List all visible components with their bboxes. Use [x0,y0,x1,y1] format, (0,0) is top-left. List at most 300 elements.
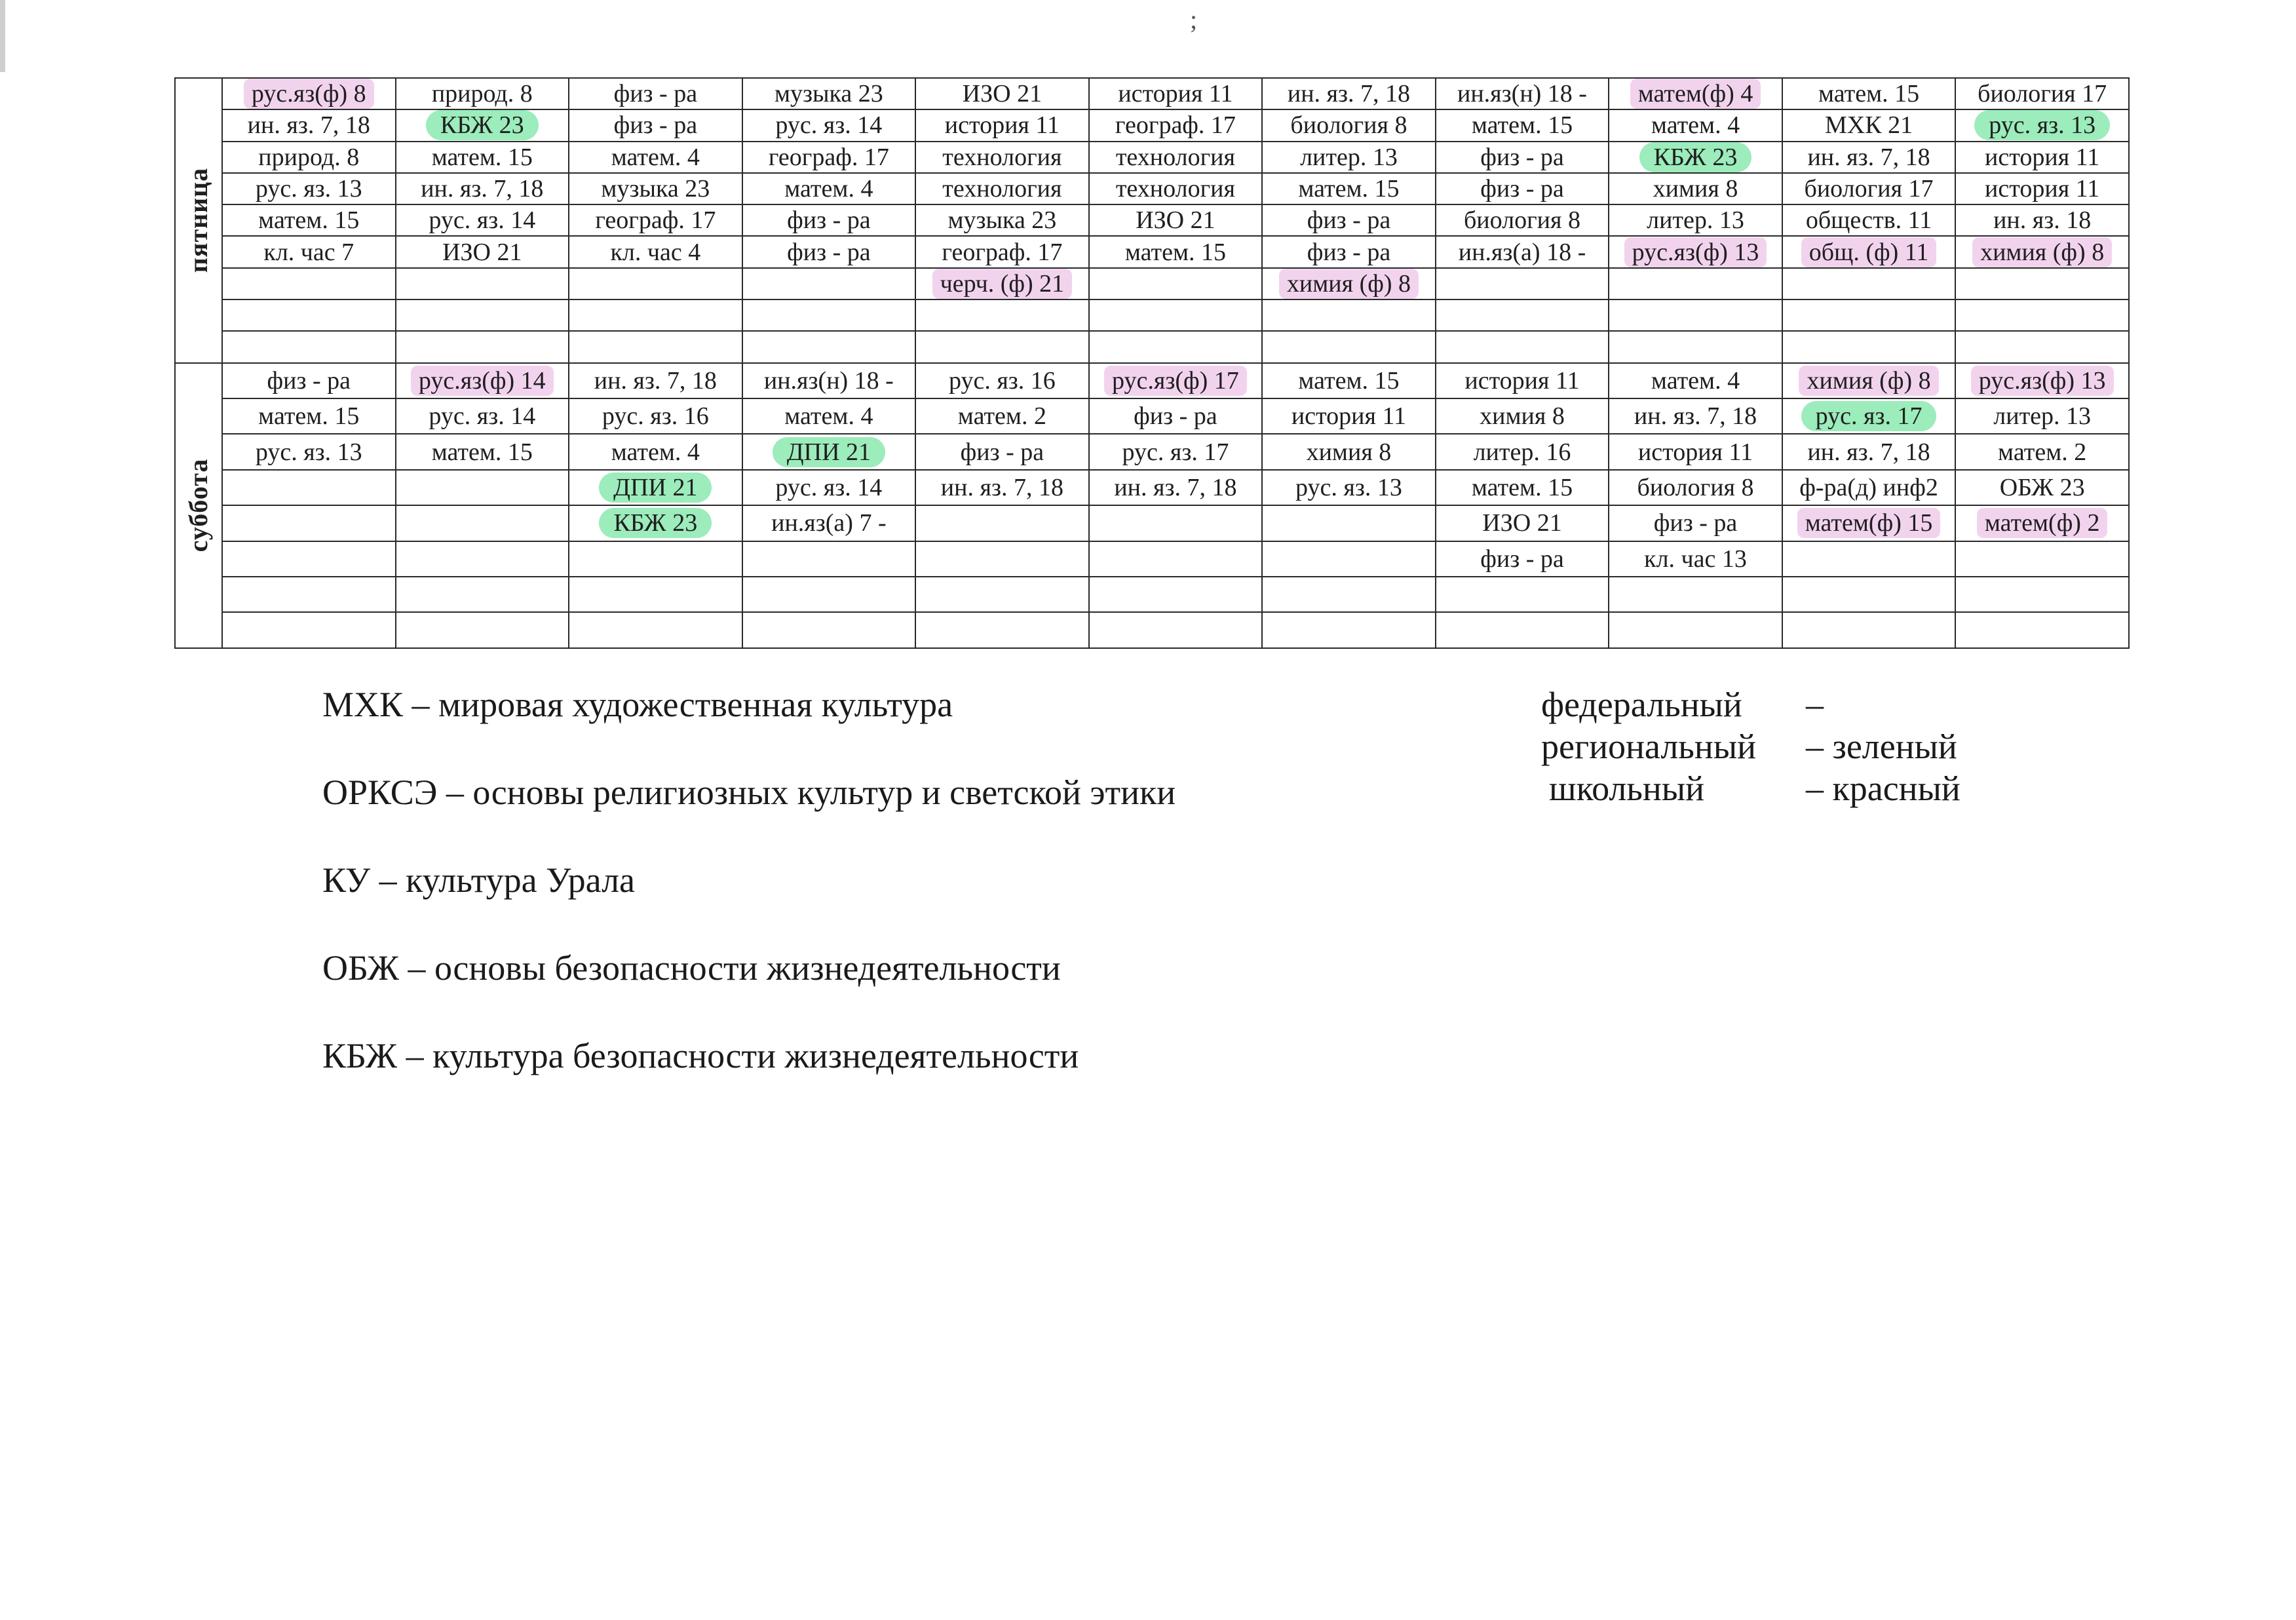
lesson-text: ин.яз(н) 18 - [763,366,894,395]
lesson-text: физ - ра [1480,143,1564,171]
lesson-cell [742,299,916,331]
saturday-lesson-row [175,612,2129,647]
friday-lesson-row [175,109,2129,141]
lesson-cell [396,505,569,541]
lesson-text: ин. яз. 7, 18 [247,111,370,140]
lesson-text: история 11 [1464,366,1580,395]
lesson-text: рус. яз. 14 [429,206,536,235]
lesson-cell [1609,470,1782,505]
lesson-cell [569,109,742,141]
lesson-cell [1262,541,1436,577]
lesson-cell [396,612,569,647]
lesson-text: биология 17 [1804,175,1934,203]
lesson-text: кл. час 13 [1644,545,1747,573]
lesson-cell [222,268,396,299]
saturday-lesson-row [175,505,2129,541]
lesson-text: кл. час 4 [610,238,701,266]
lesson-text: рус. яз. 14 [775,111,883,140]
lesson-text: биология 8 [1463,206,1580,235]
lesson-text: ин. яз. 18 [1993,206,2092,235]
lesson-text: физ - ра [267,366,351,395]
lesson-text: ОБЖ 23 [1999,474,2085,502]
lesson-text: биология 8 [1637,474,1754,502]
lesson-cell [1262,78,1436,109]
lesson-text: рус.яз(ф) 14 [411,366,554,396]
saturday-lesson-row [175,470,2129,505]
lesson-cell [1955,577,2129,612]
lesson-cell [1955,612,2129,647]
lesson-cell [1089,236,1263,267]
lesson-cell [742,173,916,204]
lesson-cell [1262,173,1436,204]
lesson-text: матем(ф) 4 [1630,79,1761,109]
lesson-cell [1609,173,1782,204]
lesson-cell [1782,268,1956,299]
lesson-cell [569,398,742,434]
lesson-cell [1782,109,1956,141]
friday-lesson-row [175,204,2129,236]
lesson-cell [1609,363,1782,398]
lesson-cell [1782,470,1956,505]
abbr-ku: КУ – культура Урала [322,860,635,900]
lesson-text: химия (ф) 8 [1279,269,1419,299]
lesson-text: кл. час 7 [263,238,354,266]
lesson-cell [742,612,916,647]
lesson-text: история 11 [1118,80,1233,108]
lesson-cell [222,470,396,505]
lesson-cell [1782,142,1956,173]
lesson-text: ф-ра(д) инф2 [1799,474,1938,502]
lesson-cell [1089,434,1263,469]
lesson-text: ин. яз. 7, 18 [1807,438,1930,466]
lesson-text: физ - ра [613,80,698,108]
lesson-cell [1436,363,1609,398]
color-key-school-level: школьный [1549,769,1705,808]
lesson-cell [1955,236,2129,267]
friday-day-label [175,78,222,363]
lesson-cell [1262,331,1436,362]
lesson-cell [915,398,1089,434]
lesson-text: биология 17 [1978,80,2107,108]
lesson-cell [1782,173,1956,204]
lesson-text: рус. яз. 13 [1974,110,2110,140]
lesson-text: КБЖ 23 [1639,142,1752,172]
lesson-text: ИЗО 21 [442,238,522,266]
lesson-cell [1436,434,1609,469]
lesson-cell [1436,398,1609,434]
lesson-text: рус. яз. 13 [1295,474,1402,502]
lesson-text: матем. 4 [1651,111,1740,140]
color-key-federal-color: – [1806,685,1824,724]
lesson-cell [1782,204,1956,236]
color-key-federal-level: федеральный [1541,685,1742,724]
friday-lesson-row [175,299,2129,331]
lesson-cell [1609,612,1782,647]
lesson-cell [1782,236,1956,267]
lesson-cell [1089,541,1263,577]
lesson-cell [1782,434,1956,469]
lesson-cell [1089,109,1263,141]
lesson-text: ДПИ 21 [599,473,712,503]
lesson-text: ИЗО 21 [962,80,1043,108]
lesson-cell [1089,142,1263,173]
lesson-cell [1955,363,2129,398]
lesson-cell [1955,204,2129,236]
lesson-text: технология [1115,143,1235,171]
lesson-cell [222,612,396,647]
lesson-cell [1955,78,2129,109]
lesson-cell [1609,398,1782,434]
lesson-cell [222,363,396,398]
abbr-obzh: ОБЖ – основы безопасности жизнедеятельности [322,948,1061,988]
lesson-text: рус. яз. 13 [255,438,362,466]
lesson-text: матем. 4 [611,143,700,171]
lesson-cell [569,173,742,204]
lesson-cell [915,541,1089,577]
lesson-cell [1955,142,2129,173]
lesson-cell [222,173,396,204]
lesson-cell [1782,331,1956,362]
lesson-cell [569,236,742,267]
abbr-mhk: МХК – мировая художественная культура [322,685,953,724]
lesson-cell [396,78,569,109]
lesson-cell [1609,299,1782,331]
lesson-cell [1262,398,1436,434]
lesson-cell [222,78,396,109]
lesson-cell [915,142,1089,173]
lesson-cell [742,470,916,505]
lesson-cell [1782,577,1956,612]
lesson-cell [1955,109,2129,141]
lesson-cell [222,299,396,331]
lesson-cell [1436,299,1609,331]
lesson-cell [222,541,396,577]
lesson-cell [1609,505,1782,541]
lesson-cell [569,142,742,173]
lesson-text: матем. 15 [1818,80,1920,108]
friday-lesson-row [175,173,2129,204]
lesson-cell [1262,299,1436,331]
lesson-text: химия 8 [1480,402,1565,431]
lesson-cell [1089,577,1263,612]
lesson-text: литер. 13 [1647,206,1744,235]
lesson-cell [915,470,1089,505]
lesson-cell [1436,236,1609,267]
lesson-text: технология [1115,175,1235,203]
scan-edge [0,0,5,72]
lesson-cell [1436,173,1609,204]
lesson-text: черч. (ф) 21 [932,269,1073,299]
lesson-cell [222,109,396,141]
lesson-text: ИЗО 21 [1482,509,1562,537]
lesson-text: ин.яз(а) 7 - [771,509,887,537]
lesson-text: ин.яз(а) 18 - [1458,238,1586,266]
lesson-text: матем. 15 [1471,474,1573,502]
lesson-cell [742,505,916,541]
lesson-cell [1436,505,1609,541]
lesson-text: рус.яз(ф) 13 [1971,366,2114,396]
lesson-text: музыка 23 [601,175,710,203]
lesson-text: обществ. 11 [1805,206,1932,235]
lesson-text: ин. яз. 7, 18 [1114,474,1237,502]
lesson-cell [915,577,1089,612]
lesson-cell [1089,204,1263,236]
lesson-cell [1089,331,1263,362]
lesson-cell [569,204,742,236]
lesson-text: рус. яз. 13 [255,175,362,203]
lesson-text: географ. 17 [768,143,889,171]
lesson-cell [569,78,742,109]
lesson-cell [1262,236,1436,267]
lesson-cell [1089,78,1263,109]
lesson-cell [915,173,1089,204]
lesson-text: литер. 13 [1993,402,2092,431]
lesson-text: химия (ф) 8 [1972,237,2112,267]
lesson-cell [1262,470,1436,505]
lesson-cell [915,434,1089,469]
lesson-text: КБЖ 23 [599,508,712,538]
lesson-text: рус. яз. 17 [1801,401,1937,431]
lesson-text: матем. 4 [1651,366,1740,395]
lesson-cell [1262,142,1436,173]
lesson-text: ин. яз. 7, 18 [1807,143,1930,171]
lesson-cell [1609,541,1782,577]
lesson-cell [1609,204,1782,236]
lesson-cell [1436,470,1609,505]
lesson-text: биология 8 [1290,111,1407,140]
lesson-cell [742,398,916,434]
lesson-cell [1609,78,1782,109]
color-key-school-color: – красный [1806,769,1961,808]
lesson-cell [222,204,396,236]
lesson-cell [1955,541,2129,577]
lesson-cell [396,299,569,331]
lesson-cell [1955,268,2129,299]
lesson-text: природ. 8 [258,143,360,171]
lesson-cell [569,331,742,362]
lesson-cell [915,78,1089,109]
lesson-cell [915,331,1089,362]
lesson-cell [222,398,396,434]
scan-mark: ; [1190,5,1198,34]
lesson-text: история 11 [1985,143,2100,171]
lesson-cell [1436,204,1609,236]
lesson-cell [1782,78,1956,109]
lesson-text: географ. 17 [1115,111,1236,140]
lesson-cell [742,142,916,173]
lesson-text: ИЗО 21 [1136,206,1215,235]
lesson-text: рус. яз. 14 [429,402,536,431]
lesson-cell [1436,331,1609,362]
lesson-cell [1955,398,2129,434]
lesson-cell [1089,398,1263,434]
lesson-text: физ - ра [1134,402,1217,431]
lesson-cell [222,505,396,541]
lesson-text: матем. 2 [1998,438,2087,466]
lesson-cell [1609,577,1782,612]
saturday-lesson-row [175,541,2129,577]
lesson-text: рус.яз(ф) 13 [1624,237,1767,267]
lesson-cell [396,577,569,612]
lesson-cell [569,612,742,647]
lesson-cell [396,363,569,398]
lesson-text: матем. 15 [1471,111,1573,140]
lesson-cell [569,505,742,541]
lesson-cell [1262,612,1436,647]
lesson-cell [1089,363,1263,398]
lesson-text: матем. 4 [784,175,873,203]
lesson-cell [1262,204,1436,236]
lesson-cell [396,204,569,236]
lesson-cell [1262,109,1436,141]
lesson-cell [1955,173,2129,204]
lesson-cell [396,142,569,173]
lesson-cell [1262,577,1436,612]
lesson-cell [569,541,742,577]
lesson-cell [915,204,1089,236]
abbr-kbzh: КБЖ – культура безопасности жизнедеятельности [322,1036,1079,1075]
lesson-cell [742,78,916,109]
lesson-cell [222,577,396,612]
lesson-cell [742,541,916,577]
saturday-day-label-text: суббота [183,458,213,552]
saturday-lesson-row [175,398,2129,434]
lesson-text: рус. яз. 17 [1122,438,1229,466]
lesson-cell [1436,109,1609,141]
lesson-text: ДПИ 21 [773,437,885,467]
lesson-text: музыка 23 [947,206,1057,235]
lesson-cell [1782,363,1956,398]
lesson-text: химия (ф) 8 [1799,366,1938,396]
lesson-cell [1955,434,2129,469]
lesson-text: рус.яз(ф) 8 [244,79,374,109]
lesson-cell [396,470,569,505]
lesson-text: история 11 [944,111,1060,140]
lesson-text: рус. яз. 14 [775,474,883,502]
lesson-text: географ. 17 [595,206,716,235]
lesson-cell [1609,142,1782,173]
lesson-cell [222,434,396,469]
lesson-cell [1089,470,1263,505]
color-key-regional-color: – зеленый [1806,727,1957,766]
lesson-cell [1782,505,1956,541]
lesson-cell [742,434,916,469]
lesson-cell [1089,505,1263,541]
lesson-cell [569,299,742,331]
lesson-cell [569,434,742,469]
lesson-cell [1089,612,1263,647]
lesson-text: ин. яз. 7, 18 [594,366,717,395]
lesson-cell [569,577,742,612]
lesson-cell [396,173,569,204]
lesson-text: географ. 17 [942,238,1063,266]
lesson-text: химия 8 [1653,175,1738,203]
lesson-cell [1089,299,1263,331]
lesson-text: физ - ра [613,111,698,140]
lesson-text: ин. яз. 7, 18 [940,474,1063,502]
lesson-cell [742,204,916,236]
lesson-text: матем. 4 [611,438,700,466]
lesson-text: история 11 [1637,438,1753,466]
lesson-cell [1262,505,1436,541]
lesson-cell [1609,434,1782,469]
lesson-text: ин. яз. 7, 18 [421,175,544,203]
lesson-cell [915,268,1089,299]
lesson-cell [1436,78,1609,109]
lesson-text: ин. яз. 7, 18 [1634,402,1757,431]
lesson-cell [396,109,569,141]
lesson-cell [915,109,1089,141]
friday-day-label-text: пятница [183,168,213,273]
lesson-cell [1262,363,1436,398]
friday-lesson-row [175,142,2129,173]
lesson-cell [222,236,396,267]
abbr-orkse: ОРКСЭ – основы религиозных культур и светской этики [322,773,1176,812]
lesson-cell [742,363,916,398]
lesson-text: матем. 15 [258,402,360,431]
lesson-cell [742,236,916,267]
schedule-table [174,77,2130,649]
lesson-cell [1089,173,1263,204]
friday-lesson-row [175,331,2129,362]
lesson-text: матем. 2 [957,402,1046,431]
lesson-cell [742,331,916,362]
lesson-text: матем(ф) 15 [1797,508,1941,538]
saturday-day-label [175,363,222,648]
lesson-cell [1609,109,1782,141]
lesson-text: МХК 21 [1825,111,1913,140]
lesson-cell [1955,299,2129,331]
lesson-text: химия 8 [1306,438,1392,466]
lesson-cell [396,331,569,362]
lesson-cell [1609,236,1782,267]
lesson-cell [1436,541,1609,577]
lesson-cell [915,236,1089,267]
lesson-cell [742,109,916,141]
friday-lesson-row [175,78,2129,109]
lesson-cell [1609,331,1782,362]
saturday-lesson-row [175,434,2129,469]
lesson-text: рус. яз. 16 [948,366,1056,395]
lesson-text: технология [942,175,1062,203]
lesson-cell [396,434,569,469]
lesson-cell [1782,541,1956,577]
lesson-cell [396,236,569,267]
lesson-text: матем. 15 [431,143,533,171]
lesson-cell [222,142,396,173]
lesson-cell [222,331,396,362]
lesson-cell [1955,331,2129,362]
lesson-text: физ - ра [1653,509,1738,537]
lesson-text: матем. 15 [1298,366,1400,395]
lesson-text: природ. 8 [431,80,533,108]
lesson-text: физ - ра [1480,545,1564,573]
lesson-cell [569,470,742,505]
lesson-text: матем. 15 [258,206,360,235]
lesson-text: матем(ф) 2 [1977,508,2108,538]
lesson-text: ин. яз. 7, 18 [1287,80,1411,108]
lesson-cell [1609,268,1782,299]
lesson-cell [915,363,1089,398]
lesson-text: ин.яз(н) 18 - [1457,80,1587,108]
lesson-cell [1782,299,1956,331]
lesson-cell [1782,612,1956,647]
lesson-cell [396,398,569,434]
lesson-text: физ - ра [1307,206,1391,235]
lesson-text: физ - ра [787,238,871,266]
lesson-cell [1955,505,2129,541]
lesson-text: физ - ра [1480,175,1564,203]
